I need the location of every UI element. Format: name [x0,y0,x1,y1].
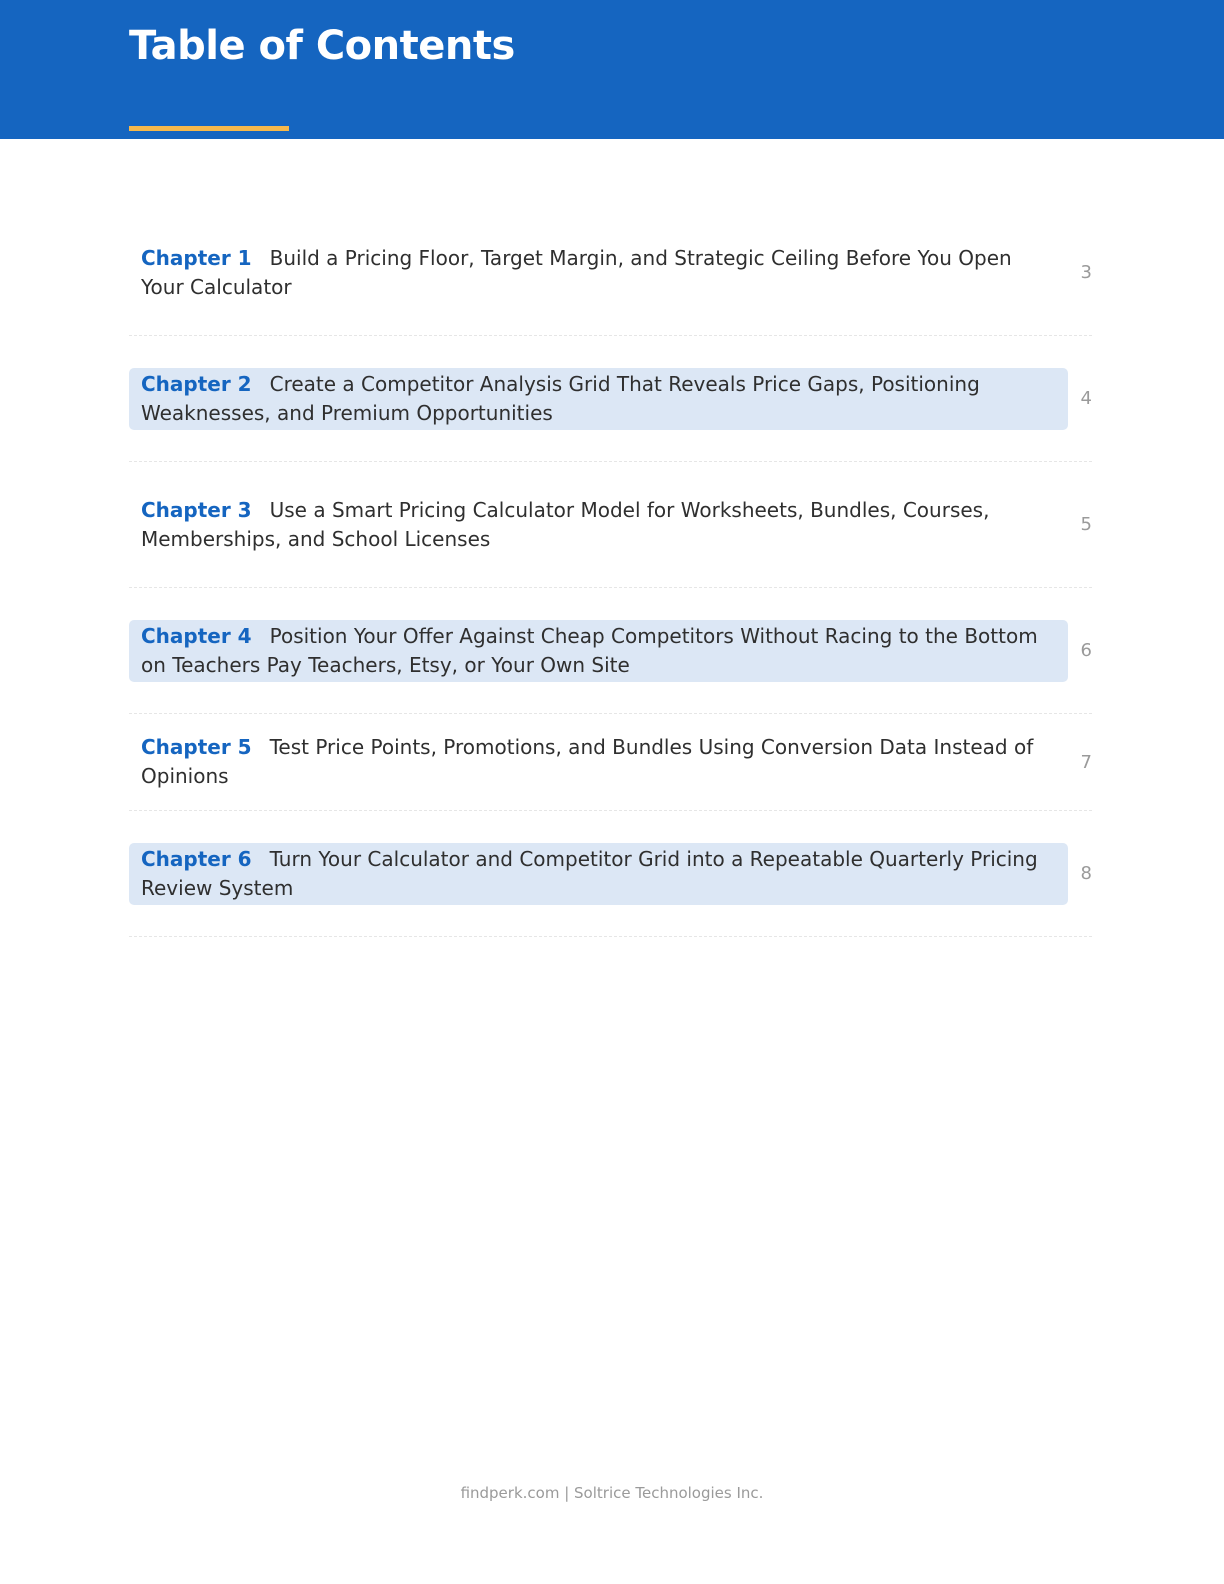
toc-entry-text [129,843,1068,905]
page-number: 6 [1080,640,1092,661]
toc-entry-chapter-1[interactable] [129,210,1092,336]
toc-entry-text [129,242,1068,304]
page-footer: findperk.com | Soltrice Technologies Inc. [460,1484,764,1502]
toc-entry-chapter-6[interactable] [129,811,1092,937]
page-title: Table of Contents [129,23,515,69]
title-accent-bar [129,126,289,131]
page-number: 3 [1080,262,1092,283]
toc-entry-chapter-4[interactable] [129,588,1092,714]
toc-entry-text [129,620,1068,682]
toc-entry-chapter-5[interactable] [129,714,1092,811]
chapter-title: Test Price Points, Promotions, and Bundles Using Conversion Data Instead of Opinions [141,735,1034,788]
toc-entry-text [129,368,1068,430]
page-number: 7 [1080,751,1092,773]
toc-entry-text [129,494,1068,556]
page-header [0,0,1224,139]
toc-entry-chapter-2[interactable] [129,336,1092,462]
chapter-label: Chapter 4 [141,623,252,648]
chapter-label: Chapter 2 [141,371,252,396]
chapter-label: Chapter 5 [141,735,252,759]
chapter-label: Chapter 1 [141,245,252,270]
chapter-title: Turn Your Calculator and Competitor Grid into a Repeatable Quarterly Pricing Review System [141,846,1038,900]
page-number: 5 [1080,514,1092,535]
chapter-label: Chapter 6 [141,846,252,871]
table-of-contents [129,210,1092,937]
toc-entry-chapter-3[interactable] [129,462,1092,588]
chapter-title: Position Your Offer Against Cheap Competitors Without Racing to the Bottom on Teachers Pay Teachers, Etsy, or Your Own Site [141,623,1038,677]
chapter-title: Use a Smart Pricing Calculator Model for Worksheets, Bundles, Courses, Memberships, and School Licenses [141,497,990,551]
page-number: 4 [1080,388,1092,409]
chapter-title: Create a Competitor Analysis Grid That Reveals Price Gaps, Positioning Weaknesses, and Premium Opportunities [141,371,980,425]
chapter-label: Chapter 3 [141,497,252,522]
chapter-title: Build a Pricing Floor, Target Margin, and Strategic Ceiling Before You Open Your Calculator [141,245,1012,299]
page-number: 8 [1080,863,1092,884]
toc-entry-text [129,731,1068,793]
